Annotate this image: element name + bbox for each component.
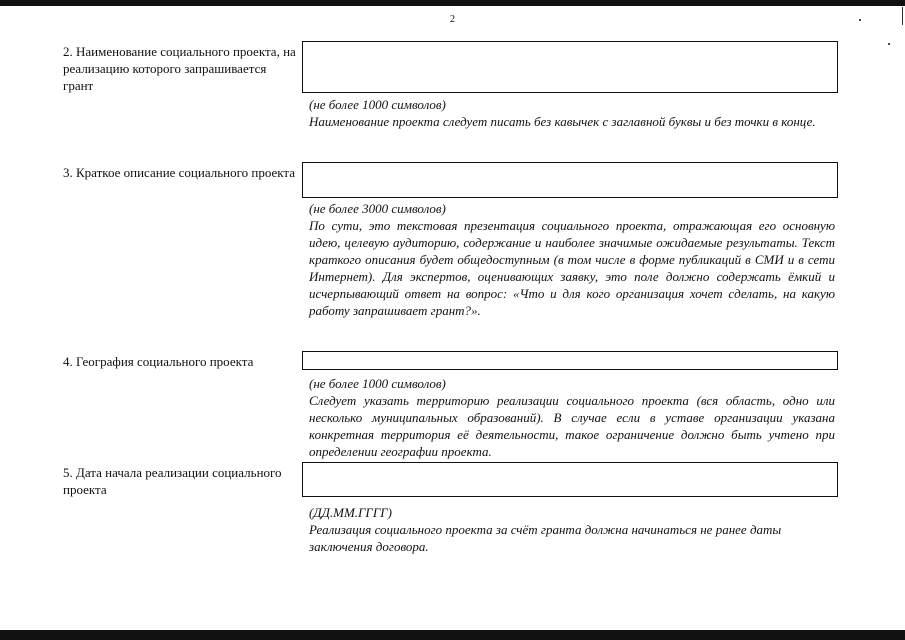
char-limit-note: (не более 1000 символов) (309, 376, 446, 391)
date-format-note: (ДД.ММ.ГГГГ) (309, 505, 392, 520)
field-instructions: Наименование проекта следует писать без кавычек с заглавной буквы и без точки в конце. (309, 114, 816, 129)
geography-field[interactable] (302, 351, 838, 370)
project-name-field[interactable] (302, 41, 838, 93)
char-limit-note: (не более 3000 символов) (309, 201, 446, 216)
scan-speck (888, 43, 890, 45)
section-label-short-description: 3. Краткое описание социального проекта (63, 165, 296, 180)
start-date-hint (309, 504, 835, 555)
field-instructions: По сути, это текстовая презентация социального проекта, отражающая его основную идею, целевую аудиторию, содержание и наиболее значимые ожидаемые результаты. Текст краткого описания будет общедоступным (в том числе в форме публикаций в СМИ и в сети Интернет). Для экспертов, оценивающих заявку, это поле должно содержать ёмкий и исчерпывающий ответ на вопрос: «Что и для кого организация хочет сделать, на какую работу запрашивает грант?». (309, 218, 835, 318)
field-instructions: Реализация социального проекта за счёт гранта должна начинаться не ранее даты заключения договора. (309, 522, 782, 554)
page-number: 2 (450, 14, 455, 25)
geography-hint (309, 375, 835, 460)
page-bottom-border (0, 630, 905, 640)
section-label-geography: 4. География социального проекта (63, 354, 254, 369)
start-date-field[interactable] (302, 462, 838, 497)
short-description-field[interactable] (302, 162, 838, 198)
section-label-start-date: 5. Дата начала реализации социального проекта (63, 465, 282, 497)
field-instructions: Следует указать территорию реализации социального проекта (вся область, одно или несколько муниципальных образований). В случае если в уставе организации указана конкретная территория её деятельности, такое ограничение должно быть учтено при определении географии проекта. (309, 393, 835, 459)
short-description-hint (309, 200, 835, 319)
project-name-hint (309, 96, 835, 130)
section-label-project-name: 2. Наименование социального проекта, на реализацию которого запрашивается грант (63, 44, 296, 93)
page-top-border (0, 0, 905, 6)
char-limit-note: (не более 1000 символов) (309, 97, 446, 112)
